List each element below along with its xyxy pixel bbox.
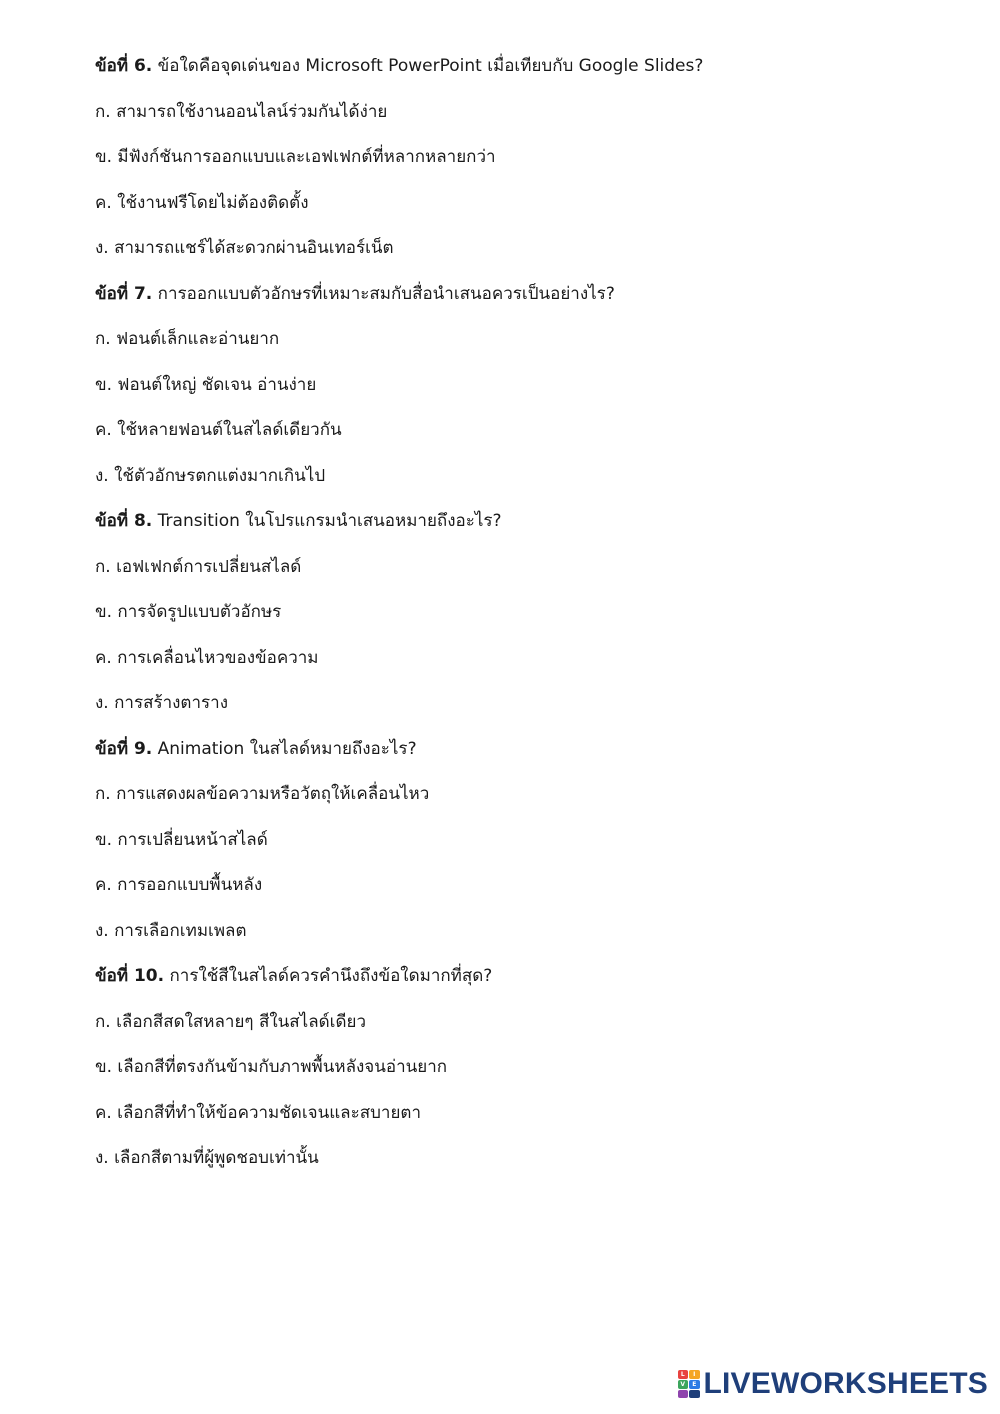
- question-label: ข้อที่ 7.: [95, 283, 153, 304]
- question-text: การออกแบบตัวอักษรที่เหมาะสมกับสื่อนำเสนอควรเป็นอย่างไร?: [157, 283, 615, 304]
- choice-8-c[interactable]: ค. การเคลื่อนไหวของข้อความ: [95, 647, 319, 668]
- choice-6-c[interactable]: ค. ใช้งานฟรีโดยไม่ต้องติดตั้ง: [95, 192, 309, 213]
- question-text: ข้อใดคือจุดเด่นของ Microsoft PowerPoint เมื่อเทียบกับ Google Slides?: [157, 56, 704, 76]
- choice-6-d[interactable]: ง. สามารถแชร์ได้สะดวกผ่านอินเทอร์เน็ต: [95, 238, 394, 258]
- choice-9-a[interactable]: ก. การแสดงผลข้อความหรือวัตถุให้เคลื่อนไหว: [95, 784, 430, 804]
- choice-7-a[interactable]: ก. ฟอนต์เล็กและอ่านยาก: [95, 329, 280, 349]
- choice-10-c[interactable]: ค. เลือกสีที่ทำให้ข้อความชัดเจนและสบายตา: [95, 1102, 421, 1123]
- logo-mark-cell: I: [689, 1370, 700, 1379]
- question-10: [95, 960, 955, 1006]
- choice-8-d[interactable]: ง. การสร้างตาราง: [95, 693, 228, 713]
- logo-mark-icon: [678, 1370, 700, 1398]
- logo-mark-cell: L: [678, 1370, 689, 1379]
- choice-6-a[interactable]: ก. สามารถใช้งานออนไลน์ร่วมกันได้ง่าย: [95, 101, 388, 122]
- choice-6-b[interactable]: ข. มีฟังก์ชันการออกแบบและเอฟเฟกต์ที่หลากหลายกว่า: [95, 147, 496, 167]
- question-text: Transition ในโปรแกรมนำเสนอหมายถึงอะไร?: [157, 511, 502, 531]
- logo-text: LIVEWORKSHEETS: [703, 1367, 988, 1400]
- logo-mark-cell: V: [678, 1380, 689, 1389]
- choice-9-d[interactable]: ง. การเลือกเทมเพลต: [95, 920, 247, 941]
- worksheet: [95, 50, 955, 1188]
- choice-7-c[interactable]: ค. ใช้หลายฟอนต์ในสไลด์เดียวกัน: [95, 420, 342, 440]
- question-label: ข้อที่ 9.: [95, 738, 153, 759]
- question-text: การใช้สีในสไลด์ควรคำนึงถึงข้อใดมากที่สุด?: [169, 966, 493, 986]
- choice-8-a[interactable]: ก. เอฟเฟกต์การเปลี่ยนสไลด์: [95, 556, 302, 577]
- choice-8-b[interactable]: ข. การจัดรูปแบบตัวอักษร: [95, 602, 282, 622]
- question-6: [95, 50, 955, 96]
- question-text: Animation ในสไลด์หมายถึงอะไร?: [157, 738, 417, 759]
- choice-9-c[interactable]: ค. การออกแบบพื้นหลัง: [95, 875, 263, 895]
- question-label: ข้อที่ 8.: [95, 511, 153, 531]
- choice-10-a[interactable]: ก. เลือกสีสดใสหลายๆ สีในสไลด์เดียว: [95, 1011, 367, 1032]
- choice-10-b[interactable]: ข. เลือกสีที่ตรงกันข้ามกับภาพพื้นหลังจนอ่านยาก: [95, 1057, 448, 1077]
- logo-mark-cell: E: [689, 1380, 700, 1389]
- question-label: ข้อที่ 10.: [95, 966, 165, 986]
- question-label: ข้อที่ 6.: [95, 56, 153, 76]
- logo-mark-cell: [678, 1390, 689, 1398]
- liveworksheets-logo[interactable]: [678, 1366, 989, 1402]
- choice-10-d[interactable]: ง. เลือกสีตามที่ผู้พูดชอบเท่านั้น: [95, 1148, 319, 1168]
- choice-7-b[interactable]: ข. ฟอนต์ใหญ่ ชัดเจน อ่านง่าย: [95, 374, 317, 395]
- question-7: [95, 278, 955, 324]
- choice-7-d[interactable]: ง. ใช้ตัวอักษรตกแต่งมากเกินไป: [95, 465, 326, 486]
- choice-9-b[interactable]: ข. การเปลี่ยนหน้าสไลด์: [95, 829, 268, 850]
- question-9: [95, 733, 955, 779]
- logo-mark-cell: [689, 1390, 700, 1398]
- question-8: [95, 505, 955, 551]
